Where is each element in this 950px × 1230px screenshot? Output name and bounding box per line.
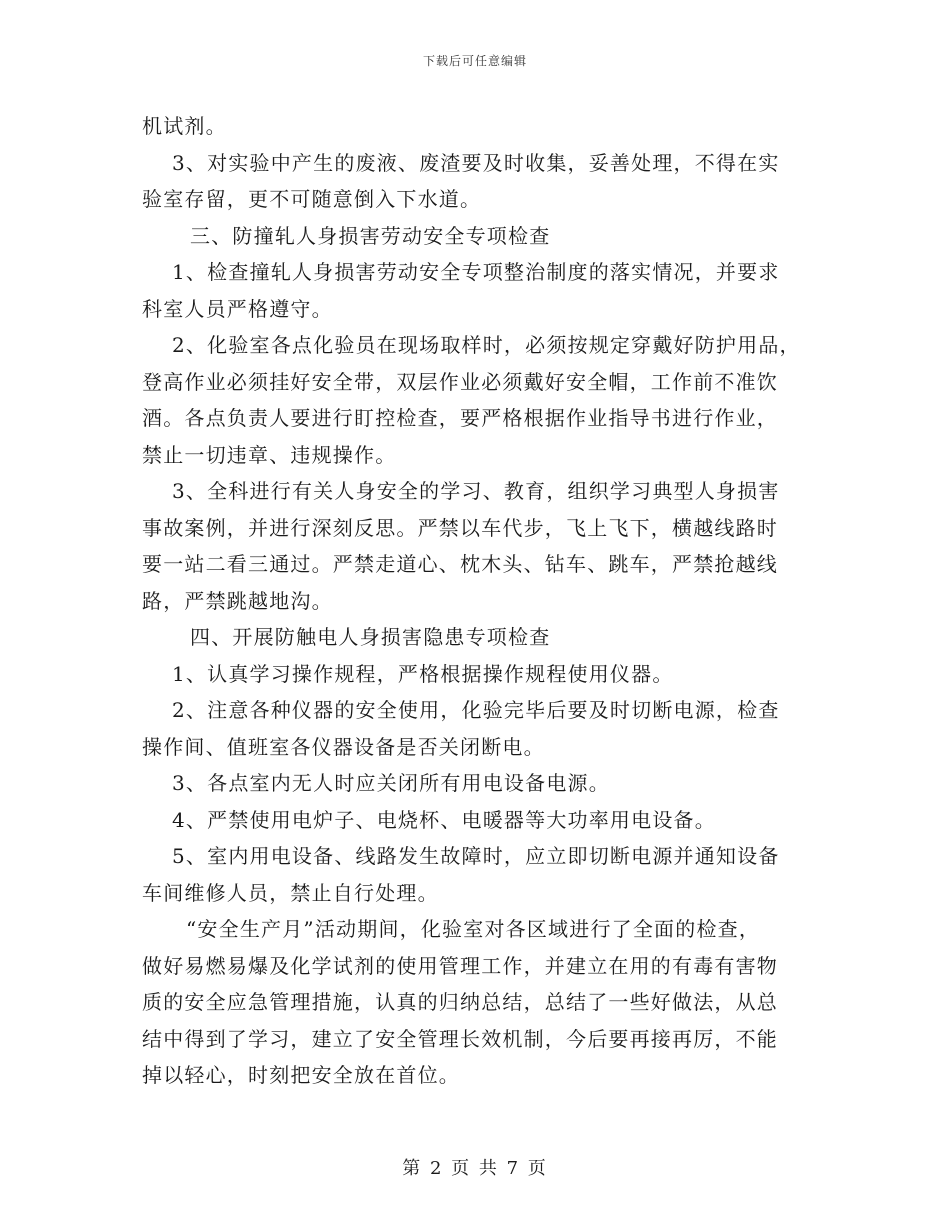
paragraph-line: 做好易燃易爆及化学试剂的使用管理工作，并建立在用的有毒有害物 (142, 953, 778, 978)
paragraph-line: 1、认真学习操作规程，严格根据操作规程使用仪器。 (172, 661, 674, 686)
section-heading: 三、防撞轧人身损害劳动安全专项检查 (190, 223, 551, 248)
paragraph-line: 掉以轻心，时刻把安全放在首位。 (142, 1063, 460, 1087)
paragraph-line: 质的安全应急管理措施，认真的归纳总结，总结了一些好做法，从总 (142, 990, 778, 1014)
paragraph-line: 1、检查撞轧人身损害劳动安全专项整治制度的落实情况，并要求 (172, 260, 780, 284)
paragraph-line: 结中得到了学习，建立了安全管理长效机制，今后要再接再厉，不能 (142, 1026, 778, 1051)
paragraph-line: 2、化验室各点化验员在现场取样时，必须按规定穿戴好防护用品， (172, 333, 801, 357)
paragraph-line: 禁止一切违章、违规操作。 (142, 442, 397, 467)
section-heading: 四、开展防触电人身损害隐患专项检查 (190, 625, 551, 649)
paragraph-line: 要一站二看三通过。严禁走道心、枕木头、钻车、跳车，严禁抢越线 (142, 552, 778, 576)
paragraph-line: 验室存留，更不可随意倒入下水道。 (142, 187, 482, 211)
paragraph-line: 3、各点室内无人时应关闭所有用电设备电源。 (172, 771, 610, 795)
paragraph-line: 4、严禁使用电炉子、电烧杯、电暖器等大功率用电设备。 (172, 807, 716, 832)
paragraph-line: 登高作业必须挂好安全带，双层作业必须戴好安全帽，工作前不准饮 (142, 369, 778, 394)
paragraph-line: 3、全科进行有关人身安全的学习、教育，组织学习典型人身损害 (172, 479, 780, 503)
paragraph-line: 酒。各点负责人要进行盯控检查，要严格根据作业指导书进行作业， (142, 406, 778, 430)
paragraph-line: 事故案例，并进行深刻反思。严禁以车代步，飞上飞下，横越线路时 (142, 515, 778, 540)
page-header: 下载后可任意编辑 (422, 54, 527, 68)
paragraph-line: 2、注意各种仪器的安全使用，化验完毕后要及时切断电源，检查 (172, 698, 780, 722)
paragraph-line: “安全生产月”活动期间，化验室对各区域进行了全面的检查， (186, 917, 761, 941)
paragraph-line: 科室人员严格遵守。 (142, 296, 333, 321)
paragraph-line: 路，严禁跳越地沟。 (142, 588, 333, 613)
paragraph-line: 3、对实验中产生的废液、废渣要及时收集，妥善处理，不得在实 (172, 150, 780, 175)
paragraph-line: 机试剂。 (142, 114, 227, 138)
paragraph-line: 5、室内用电设备、线路发生故障时，应立即切断电源并通知设备 (172, 844, 780, 868)
page-number-footer: 第 2 页 共 7 页 (402, 1158, 548, 1179)
paragraph-line: 操作间、值班室各仪器设备是否关闭断电。 (142, 734, 545, 759)
document-body (142, 108, 817, 1094)
paragraph-line: 车间维修人员，禁止自行处理。 (142, 880, 439, 905)
